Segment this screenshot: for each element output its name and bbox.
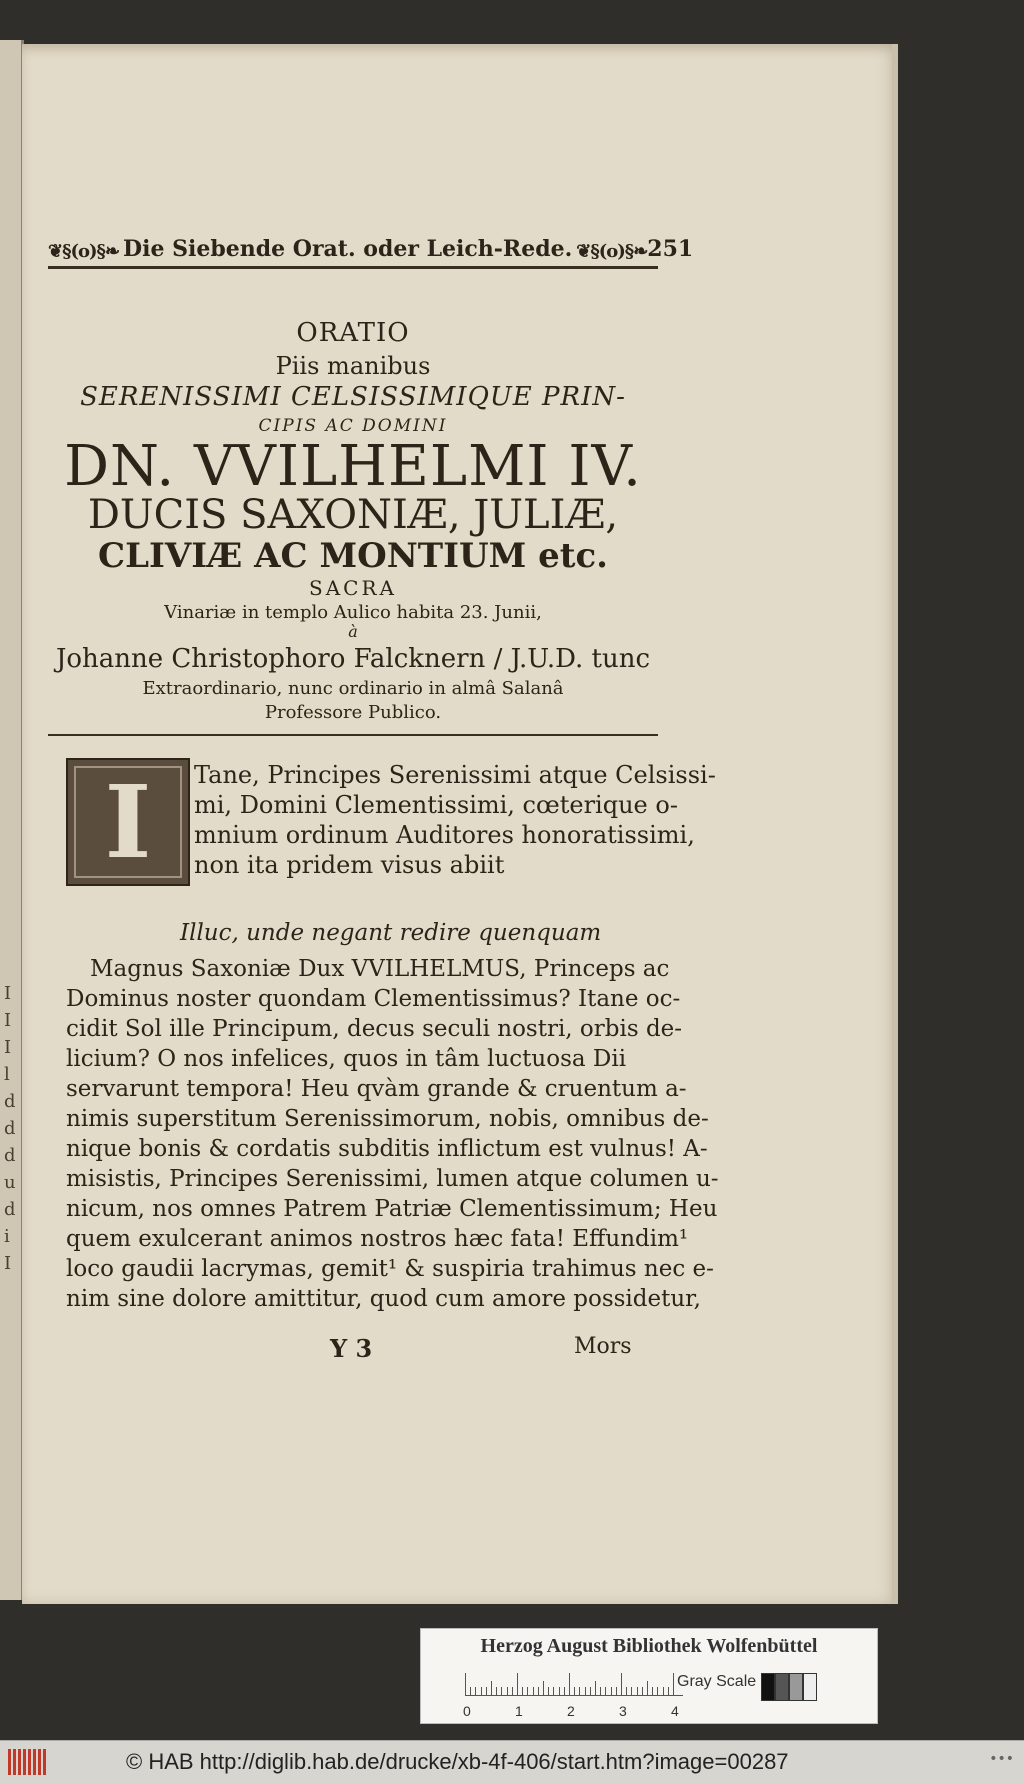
ruler-tick xyxy=(559,1687,560,1695)
scanned-page xyxy=(22,44,898,1604)
ruler-tick xyxy=(481,1687,482,1695)
ruler-tick xyxy=(621,1673,622,1695)
gray-patch-dark xyxy=(775,1673,789,1701)
title-dn-vvilhelmi: DN. VVILHELMI IV. xyxy=(64,434,642,499)
ruler-tick xyxy=(548,1687,549,1695)
ruler-tick xyxy=(637,1687,638,1695)
ruler-tick xyxy=(470,1687,471,1695)
status-bar xyxy=(0,1740,1024,1783)
facing-page-margin-text: I I I l d d d u d i I xyxy=(4,983,16,1274)
title-cipis: CIPIS AC DOMINI xyxy=(258,416,448,436)
ruler-tick xyxy=(475,1687,476,1695)
ruler-tick xyxy=(611,1687,612,1695)
body-line: Magnus Saxoniæ Dux VVILHELMUS, Princeps ac xyxy=(90,956,670,982)
page-number: 251 xyxy=(647,236,694,262)
opening-line: Tane, Principes Serenissimi atque Celsissi- xyxy=(194,761,716,789)
page-content xyxy=(22,44,898,1604)
opening-line: mi, Domini Clementissimi, cœterique o- xyxy=(194,791,678,819)
scale-number: 4 xyxy=(671,1703,679,1719)
body-line: quem exulcerant animos nostros hæc fata! Effundim¹ xyxy=(66,1226,689,1252)
scale-number: 0 xyxy=(463,1703,471,1719)
title-rule xyxy=(48,734,658,736)
ruler-tick xyxy=(564,1687,565,1695)
ruler-tick xyxy=(517,1673,518,1695)
ruler-tick xyxy=(553,1687,554,1695)
running-head-ornament-left: ❦§(o)§❧ xyxy=(48,241,120,262)
body-line: servarunt tempora! Heu qvàm grande & cruentum a- xyxy=(66,1076,687,1102)
scale-number: 2 xyxy=(567,1703,575,1719)
ruler-tick xyxy=(538,1687,539,1695)
body-line: cidit Sol ille Principum, decus seculi nostri, orbis de- xyxy=(66,1016,683,1042)
initial-letter: I xyxy=(104,763,152,881)
title-ducis-saxoniae: DUCIS SAXONIÆ, JULIÆ, xyxy=(87,492,619,538)
title-serenissimi: SERENISSIMI CELSISSIMIQUE PRIN- xyxy=(80,382,626,412)
title-piis-manibus: Piis manibus xyxy=(275,352,431,380)
ruler-tick xyxy=(668,1687,669,1695)
ruler-tick xyxy=(652,1687,653,1695)
title-professore: Professore Publico. xyxy=(264,702,442,723)
ruler-tick xyxy=(527,1687,528,1695)
catchword: Mors xyxy=(574,1334,632,1359)
body-line: Dominus noster quondam Clementissimus? Itane oc- xyxy=(66,986,681,1012)
scale-number: 1 xyxy=(515,1703,523,1719)
ruler-tick xyxy=(590,1687,591,1695)
running-head-ornament-right: ❦§(o)§❧ xyxy=(576,241,648,262)
ruler-tick xyxy=(507,1687,508,1695)
ruler-tick xyxy=(647,1681,648,1695)
ruler-tick xyxy=(496,1687,497,1695)
library-name: Herzog August Bibliothek Wolfenbüttel xyxy=(480,1635,818,1657)
title-sacra: SACRA xyxy=(309,576,397,600)
opening-line: mnium ordinum Auditores honoratissimi, xyxy=(194,821,695,849)
opening-line: non ita pridem visus abiit xyxy=(194,851,505,879)
gray-patch-light xyxy=(803,1673,817,1701)
running-head xyxy=(48,232,694,262)
gray-patch-mid xyxy=(789,1673,803,1701)
ruler-tick xyxy=(616,1687,617,1695)
ruler-tick xyxy=(569,1673,570,1695)
body-line: nicum, nos omnes Patrem Patriæ Clementissimum; Heu xyxy=(66,1196,718,1222)
ruler-tick xyxy=(543,1681,544,1695)
hab-logo-icon xyxy=(8,1749,46,1775)
signature-mark: Y 3 xyxy=(330,1334,373,1363)
title-a: à xyxy=(348,622,358,641)
title-author: Johanne Christophoro Falcknern / J.U.D. tunc xyxy=(55,644,651,674)
title-vinariae: Vinariæ in templo Aulico habita 23. Junii, xyxy=(164,602,542,623)
title-extraordinario: Extraordinario, nunc ordinario in almâ Salanâ xyxy=(142,678,564,699)
color-reference-card xyxy=(420,1628,878,1724)
body-text xyxy=(66,954,719,1314)
ruler-tick xyxy=(642,1687,643,1695)
ruler-tick xyxy=(501,1687,502,1695)
ruler-tick xyxy=(663,1687,664,1695)
gray-patch-black xyxy=(761,1673,775,1701)
ruler-tick xyxy=(579,1687,580,1695)
ruler-tick xyxy=(673,1673,674,1695)
scale-ruler xyxy=(465,1671,683,1696)
ruler-tick xyxy=(533,1687,534,1695)
body-line: nique bonis & cordatis subditis inflictum est vulnus! A- xyxy=(66,1136,708,1162)
ruler-tick xyxy=(585,1687,586,1695)
ruler-tick xyxy=(600,1687,601,1695)
ruler-tick xyxy=(465,1673,466,1695)
quotation: Illuc, unde negant redire quenquam xyxy=(180,920,602,946)
body-line: misistis, Principes Serenissimi, lumen atque columen u- xyxy=(66,1166,719,1192)
ruler-tick xyxy=(486,1687,487,1695)
opening-paragraph xyxy=(194,760,716,880)
running-head-text: Die Siebende Orat. oder Leich-Rede. xyxy=(123,236,573,262)
ruler-tick xyxy=(657,1687,658,1695)
body-line: nim sine dolore amittitur, quod cum amore possidetur, xyxy=(66,1286,701,1312)
gray-scale-label: Gray Scale xyxy=(677,1673,757,1690)
title-cliviae: CLIVIÆ AC MONTIUM etc. xyxy=(98,536,608,576)
ruler-tick xyxy=(605,1687,606,1695)
body-line: nimis superstitum Serenissimorum, nobis, omnibus de- xyxy=(66,1106,709,1132)
more-icon[interactable]: ••• xyxy=(989,1751,1014,1767)
head-rule xyxy=(48,266,658,269)
ruler-tick xyxy=(491,1681,492,1695)
ornamental-initial xyxy=(66,758,190,886)
ruler-tick xyxy=(512,1687,513,1695)
scale-number: 3 xyxy=(619,1703,627,1719)
source-url[interactable]: © HAB http://diglib.hab.de/drucke/xb-4f-406/start.htm?image=00287 xyxy=(126,1749,789,1774)
facing-page-edge xyxy=(0,40,24,1600)
ruler-tick xyxy=(522,1687,523,1695)
title-oratio: ORATIO xyxy=(296,318,410,348)
body-line: loco gaudii lacrymas, gemit¹ & suspiria trahimus nec e- xyxy=(66,1256,714,1282)
ruler-tick xyxy=(574,1687,575,1695)
ruler-tick xyxy=(595,1681,596,1695)
body-line: licium? O nos infelices, quos in tâm luctuosa Dii xyxy=(66,1046,627,1072)
ruler-tick xyxy=(631,1687,632,1695)
ruler-tick xyxy=(626,1687,627,1695)
